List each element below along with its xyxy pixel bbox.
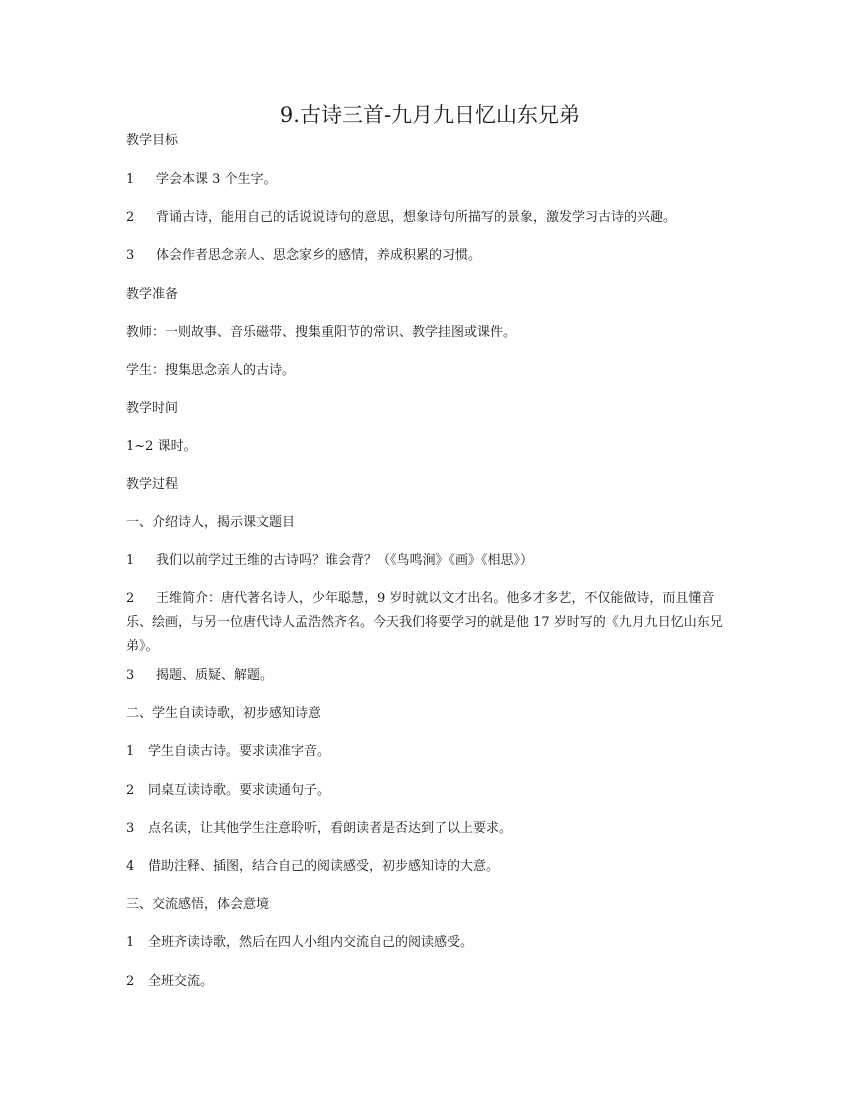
part2-item-2: [126, 783, 330, 799]
part1-item-number: 3: [126, 668, 135, 683]
goal-item-text: 背诵古诗，能用自己的话说说诗句的意思，想象诗句所描写的景象，激发学习古诗的兴趣。: [156, 210, 677, 225]
goal-item-number: 2: [126, 210, 135, 225]
part1-item-text: 王维简介：唐代著名诗人，少年聪慧，9 岁时就以文才出名。他多才多艺，不仅能做诗，而且懂音乐、绘画，与另一位唐代诗人孟浩然齐名。今天我们将要学习的就是他 17 岁时写的《九月九日忆山东兄弟》。: [126, 591, 723, 654]
goal-item-text: 体会作者思念亲人、思念家乡的感情，养成积累的习惯。: [156, 248, 482, 263]
part3-item-number: 2: [126, 974, 135, 989]
part1-item-text: 我们以前学过王维的古诗吗？谁会背？（《鸟鸣涧》《画》《相思》）: [156, 553, 534, 568]
part3-item-2: [126, 974, 213, 990]
goal-item-number: 3: [126, 248, 135, 263]
process-part1-heading: 一、介绍诗人，揭示课文题目: [126, 515, 296, 530]
part1-item-number: 1: [126, 553, 135, 568]
goal-item-2: [126, 210, 676, 226]
process-part2-heading: 二、学生自读诗歌，初步感知诗意: [126, 706, 322, 721]
process-part3-heading: 三、交流感悟，体会意境: [126, 897, 270, 912]
part2-item-number: 2: [126, 783, 135, 798]
part3-item-text: 全班齐读诗歌，然后在四人小组内交流自己的阅读感受。: [148, 935, 474, 950]
part2-item-text: 学生自读古诗。要求读准字音。: [148, 744, 331, 759]
part2-item-1: [126, 744, 330, 760]
part1-item-2: [126, 587, 736, 659]
part1-item-1: [126, 553, 533, 569]
heading-teaching-time: 教学时间: [126, 401, 179, 416]
part1-item-number: 2: [126, 591, 135, 606]
part3-item-number: 1: [126, 935, 135, 950]
part3-item-text: 全班交流。: [148, 974, 214, 989]
part2-item-4: [126, 859, 499, 875]
part2-item-number: 3: [126, 821, 135, 836]
prep-teacher: 教师：一则故事、音乐磁带、搜集重阳节的常识、教学挂图或课件。: [126, 325, 517, 340]
part2-item-text: 点名读，让其他学生注意聆听，看朗读者是否达到了以上要求。: [148, 821, 513, 836]
part2-item-text: 借助注释、插图，结合自己的阅读感受，初步感知诗的大意。: [148, 859, 500, 874]
part2-item-number: 4: [126, 859, 135, 874]
part2-item-3: [126, 821, 512, 837]
heading-teaching-prep: 教学准备: [126, 287, 179, 302]
document-title: 9.古诗三首-九月九日忆山东兄弟: [279, 103, 581, 127]
goal-item-text: 学会本课 3 个生字。: [156, 172, 277, 187]
part3-item-1: [126, 935, 473, 951]
part2-item-number: 1: [126, 744, 135, 759]
goal-item-number: 1: [126, 172, 135, 187]
part1-item-text: 揭题、质疑、解题。: [156, 668, 274, 683]
prep-student: 学生：搜集思念亲人的古诗。: [126, 363, 296, 378]
teaching-time-text: 1~2 课时。: [126, 439, 197, 454]
goal-item-1: [126, 172, 277, 188]
goal-item-3: [126, 248, 481, 264]
heading-teaching-process: 教学过程: [126, 477, 179, 492]
part2-item-text: 同桌互读诗歌。要求读通句子。: [148, 783, 331, 798]
part1-item-3: [126, 668, 273, 684]
heading-teaching-goals: 教学目标: [126, 133, 179, 148]
